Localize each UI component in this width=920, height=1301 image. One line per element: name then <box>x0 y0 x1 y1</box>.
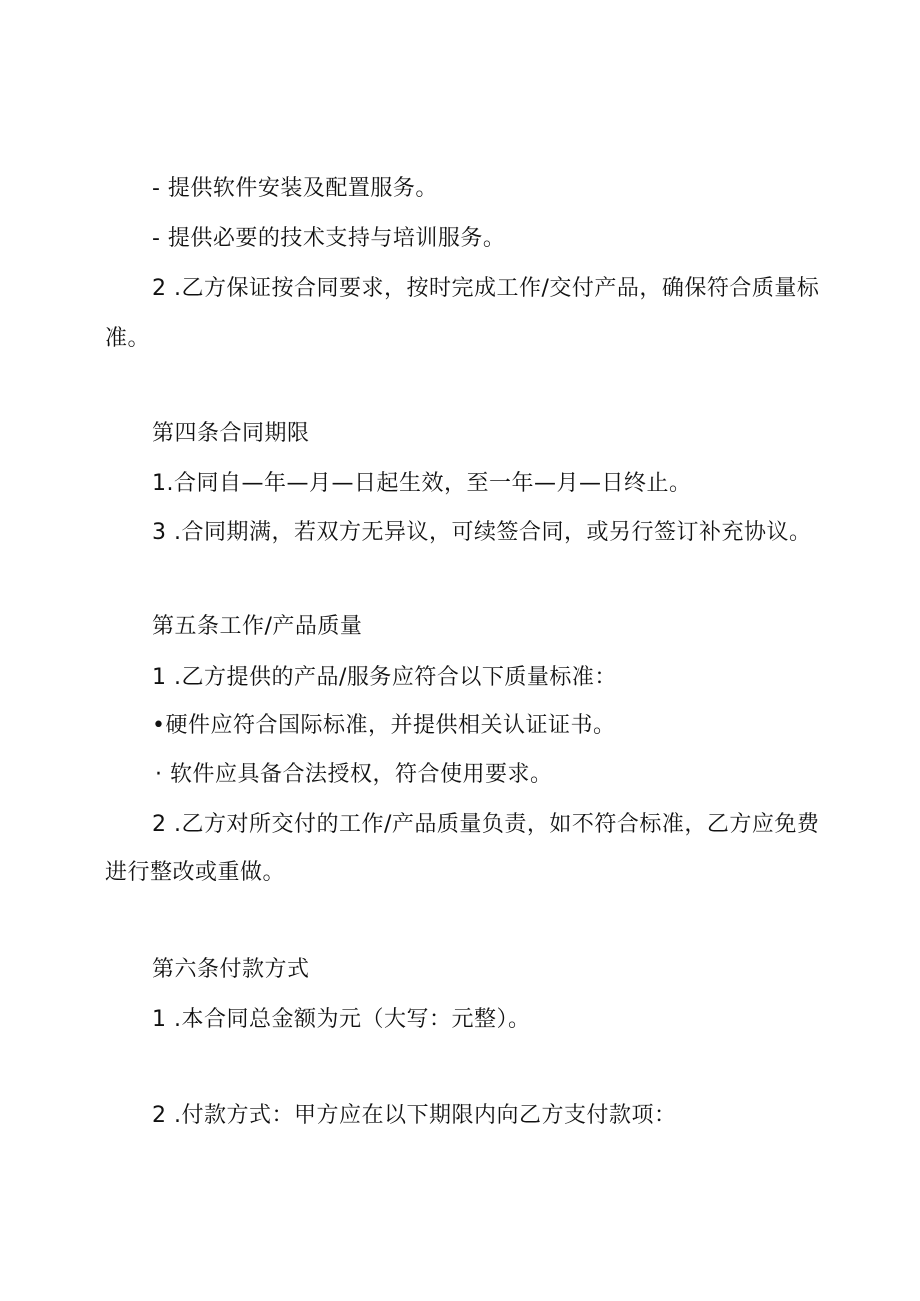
list-item-hardware: •硬件应符合国际标准，并提供相关认证证书。 <box>152 713 616 738</box>
list-item-software: · 软件应具备合法授权，符合使用要求。 <box>155 762 553 787</box>
clause-paragraph: 3 .合同期满，若双方无异议，可续签合同，或另行签订补充协议。 <box>152 520 812 545</box>
clause-paragraph-continued: 进行整改或重做。 <box>105 860 286 885</box>
clause-paragraph-continued: 准。 <box>105 326 151 351</box>
section-heading-quality: 第五条工作/产品质量 <box>152 614 363 639</box>
clause-paragraph: 2 .乙方对所交付的工作/产品质量负责，如不符合标准，乙方应免费 <box>152 812 820 837</box>
clause-paragraph: 1 .本合同总金额为元（大写：元整）。 <box>152 1007 531 1032</box>
clause-paragraph: 1.合同自—年—月—日起生效，至一年—月—日终止。 <box>152 471 692 496</box>
clause-paragraph: 1 .乙方提供的产品/服务应符合以下质量标准： <box>152 665 617 690</box>
clause-paragraph: 2 .付款方式：甲方应在以下期限内向乙方支付款项： <box>152 1103 677 1128</box>
section-heading-payment: 第六条付款方式 <box>152 957 310 982</box>
list-item-software-install: - 提供软件安装及配置服务。 <box>152 176 438 201</box>
clause-paragraph: 2 .乙方保证按合同要求，按时完成工作/交付产品，确保符合质量标 <box>152 276 820 301</box>
section-heading-term: 第四条合同期限 <box>152 421 310 446</box>
list-item-tech-support: - 提供必要的技术支持与培训服务。 <box>152 226 506 251</box>
